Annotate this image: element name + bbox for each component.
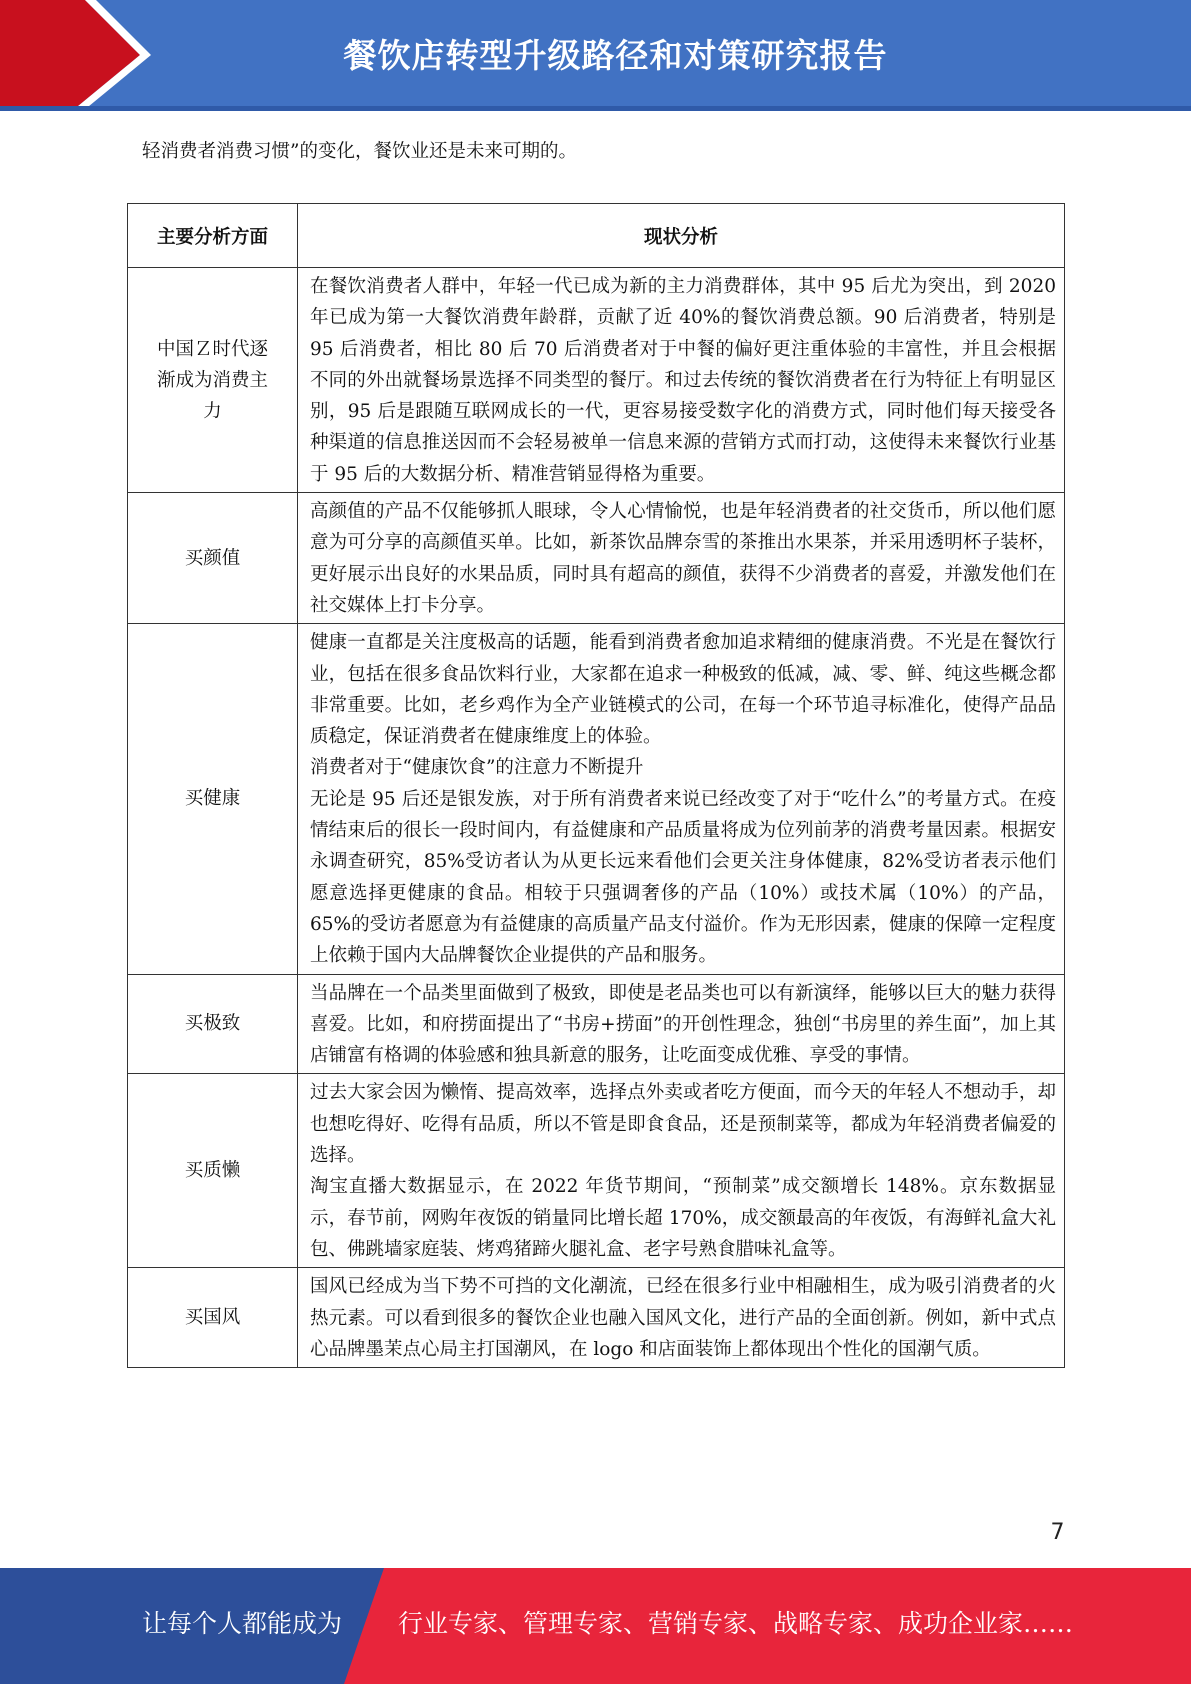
- analysis-table: [127, 203, 1065, 1368]
- analysis-cell: [298, 624, 1065, 974]
- analysis-cell: [298, 974, 1065, 1074]
- analysis-cell: [298, 1074, 1065, 1268]
- analysis-paragraph: 高颜值的产品不仅能够抓人眼球，令人心情愉悦，也是年轻消费者的社交货币，所以他们愿意为可分享的高颜值买单。比如，新茶饮品牌奈雪的茶推出水果茶，并采用透明杯子装杯，更好展示出良好的水果品质，同时具有超高的颜值，获得不少消费者的喜爱，并激发他们在社交媒体上打卡分享。: [310, 501, 1056, 616]
- page-header: [0, 0, 1191, 111]
- table-row: [128, 268, 1065, 493]
- analysis-paragraph: 消费者对于“健康饮食”的注意力不断提升: [310, 757, 644, 779]
- aspect-cell: 中国Ｚ时代逐渐成为消费主力: [128, 268, 298, 493]
- analysis-paragraph: 淘宝直播大数据显示，在 2022 年货节期间，“预制菜”成交额增长 148%。京东数据显示，春节前，网购年夜饭的销量同比增长超 170%，成交额最高的年夜饭，有海鲜礼盒大礼包、佛跳墙家庭装、烤鸡猪蹄火腿礼盒、老字号熟食腊味礼盒等。: [310, 1176, 1056, 1260]
- table-header-row: [128, 204, 1065, 268]
- analysis-paragraph: 国风已经成为当下势不可挡的文化潮流，已经在很多行业中相融相生，成为吸引消费者的火热元素。可以看到很多的餐饮企业也融入国风文化，进行产品的全面创新。例如，新中式点心品牌墨茉点心局主打国潮风，在 logo 和店面装饰上都体现出个性化的国潮气质。: [310, 1276, 1056, 1360]
- document-title: 餐饮店转型升级路径和对策研究报告: [343, 35, 888, 75]
- aspect-cell: 买颜值: [128, 493, 298, 624]
- analysis-paragraph: 过去大家会因为懒惰、提高效率，选择点外卖或者吃方便面，而今天的年轻人不想动手，却也想吃得好、吃得有品质，所以不管是即食食品，还是预制菜等，都成为年轻消费者偏爱的选择。: [310, 1082, 1056, 1167]
- analysis-paragraph: 在餐饮消费者人群中，年轻一代已成为新的主力消费群体，其中 95 后尤为突出，到 2020 年已成为第一大餐饮消费年龄群，贡献了近 40%的餐饮消费总额。90 后消费者，特别是 95 后消费者，相比 80 后 70 后消费者对于中餐的偏好更注重体验的丰富性，并且会根据不同的外出就餐场景选择不同类型的餐厅。和过去传统的餐饮消费者在行为特征上有明显区别，95 后是跟随互联网成长的一代，更容易接受数字化的消费方式，同时他们每天接受各种渠道的信息推送因而不会轻易被单一信息来源的营销方式而打动，这使得未来餐饮行业基于 95 后的大数据分析、精准营销显得格为重要。: [310, 276, 1056, 485]
- table-row: [128, 624, 1065, 974]
- aspect-cell: 买质懒: [128, 1074, 298, 1268]
- page-number: 7: [1050, 1520, 1065, 1545]
- footer-slogan-right: 行业专家、管理专家、营销专家、战略专家、成功企业家……: [398, 1609, 1074, 1638]
- analysis-cell: [298, 493, 1065, 624]
- table-row: [128, 974, 1065, 1074]
- column-header-aspect: 主要分析方面: [128, 204, 298, 268]
- column-header-analysis: 现状分析: [298, 204, 1065, 268]
- analysis-paragraph: 无论是 95 后还是银发族，对于所有消费者来说已经改变了对于“吃什么”的考量方式。在疫情结束后的很长一段时间内，有益健康和产品质量将成为位列前茅的消费考量因素。根据安永调查研究，85%受访者认为从更长远来看他们会更关注身体健康，82%受访者表示他们愿意选择更健康的食品。相较于只强调奢侈的产品（10%）或技术属（10%）的产品，65%的受访者愿意为有益健康的高质量产品支付溢价。作为无形因素，健康的保障一定程度上依赖于国内大品牌餐饮企业提供的产品和服务。: [310, 788, 1056, 967]
- analysis-paragraph: 健康一直都是关注度极高的话题，能看到消费者愈加追求精细的健康消费。不光是在餐饮行业，包括在很多食品饮料行业，大家都在追求一种极致的低减，减、零、鲜、纯这些概念都非常重要。比如，老乡鸡作为全产业链模式的公司，在每一个环节追寻标准化，使得产品品质稳定，保证消费者在健康维度上的体验。: [310, 632, 1056, 748]
- footer-slogan-left: 让每个人都能成为: [142, 1609, 343, 1638]
- analysis-cell: [298, 268, 1065, 493]
- table-row: [128, 1268, 1065, 1368]
- aspect-cell: 买国风: [128, 1268, 298, 1368]
- intro-text: 轻消费者消费习惯”的变化，餐饮业还是未来可期的。: [142, 141, 577, 162]
- aspect-cell: 买极致: [128, 974, 298, 1074]
- table-row: [128, 1074, 1065, 1268]
- aspect-cell: 买健康: [128, 624, 298, 974]
- page-footer: [0, 1568, 1191, 1684]
- table-row: [128, 493, 1065, 624]
- analysis-paragraph: 当品牌在一个品类里面做到了极致，即使是老品类也可以有新演绎，能够以巨大的魅力获得喜爱。比如，和府捞面提出了“书房+捞面”的开创性理念，独创“书房里的养生面”，加上其店铺富有格调的体验感和独具新意的服务，让吃面变成优雅、享受的事情。: [310, 982, 1056, 1067]
- analysis-cell: [298, 1268, 1065, 1368]
